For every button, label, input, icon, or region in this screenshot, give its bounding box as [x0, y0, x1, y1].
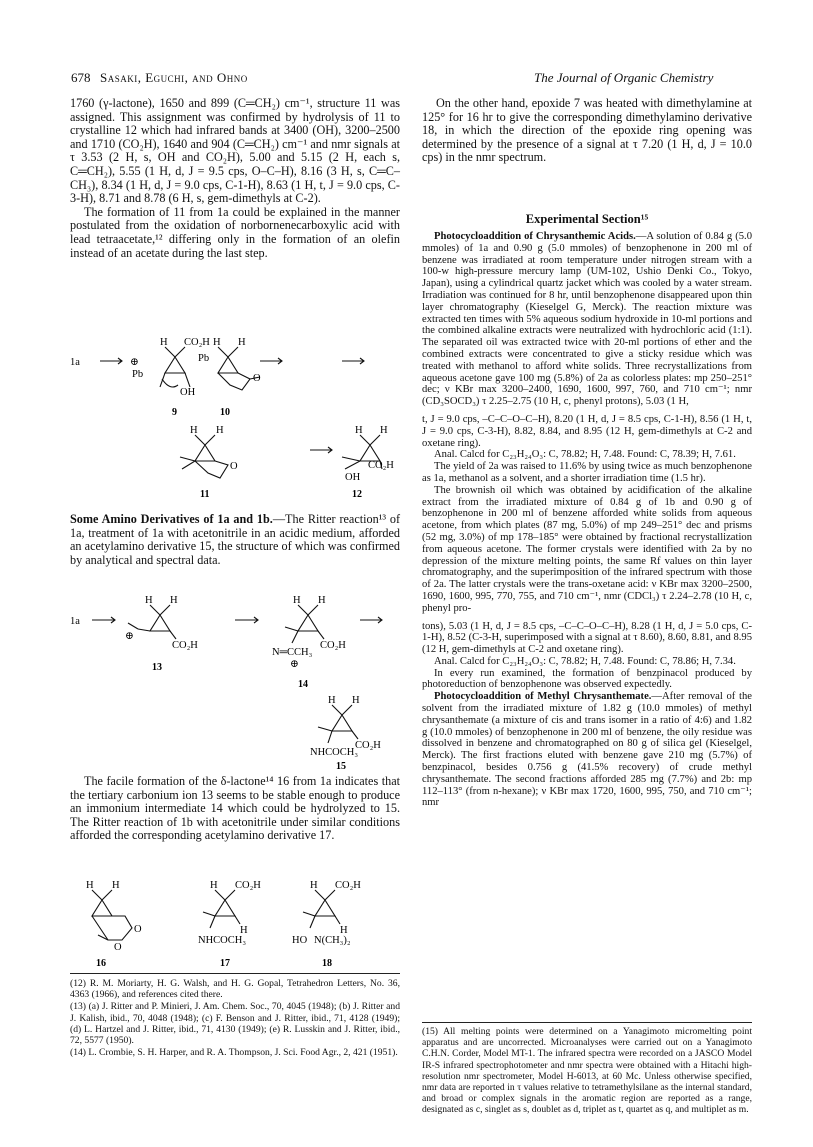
left-paragraph-1: 1760 (γ-lactone), 1650 and 899 (C═CH₂) cm⁻¹, structure 11 was assigned. This assignment was confirmed by hydrolysis of 11 to crystalline 12 which had infrared bands at 3400 (OH), 3200–2500 and 1710 (CO₂H), 1640 and 904 (C═CH₂) cm⁻¹ and nmr signals at τ 3.53 (2 H, s, OH and CO₂H), 5.00 and 5.15 (2 H, each s, C═CH₂), 5.55 (1 H, d, J = 9.5 cps, O–C–H), 8.16 (3 H, s, C═C–CH₃), 8.34 (1 H, d, J = 9.0 cps, C-1-H), 8.63 (1 H, t, J = 9.0 cps, C-3-H), 8.71 and 8.78 (6 H, s, gem-dimethyls at C-2).: [70, 96, 400, 206]
lactone-paragraph: The facile formation of the δ-lactone¹⁴ 16 from 1a indicates that the tertiary carbonium ion 13 seems to be stable enough to produce an immonium intermediate 14 which could be hydrolyzed to 15. The Ritter reaction of 1b with acetonitrile under similar conditions afforded the corresponding acetylamino derivative 17.: [70, 774, 400, 843]
atom-label: H: [328, 695, 336, 706]
atom-label: CO₂H: [368, 460, 394, 471]
journal-title: The Journal of Organic Chemistry: [534, 70, 714, 85]
left-footnote-rule: [70, 973, 400, 974]
atom-label: H: [190, 425, 198, 436]
right-footnote-rule: [422, 1022, 752, 1023]
footnote-13: (13) (a) J. Ritter and P. Minieri, J. Am. Chem. Soc., 70, 4045 (1948); (b) J. Ritter and J. Kalish, ibid., 70, 4048 (1948); (c) F. Benson and J. Ritter, ibid., 71, 4128 (1949); (d) L. Hartzel and J. Ritter, ibid., 71, 4130 (1949); (e) R. Lusskin and J. Ritter, ibid., 72, 5577 (1950).: [70, 1001, 400, 1047]
compound-9-label: 9: [172, 407, 177, 418]
compound-12-label: 12: [352, 489, 362, 500]
amino-heading: Some Amino Derivatives of 1a and 1b.: [70, 512, 273, 526]
right-column-top: [422, 97, 752, 165]
analysis-1: Anal. Calcd for C₂₃H₂₄O₃: C, 78.82; H, 7.48. Found: C, 78.39; H, 7.61.: [434, 449, 736, 461]
left-column-top: [70, 97, 400, 260]
experimental-paragraph-4: The brownish oil which was obtained by acidification of the alkaline extract from the irradiated mixture of 0.84 g of 1b and 0.90 g of benzophenone in 200 ml of benzene afforded white solids from aqueous acetone, from which plates (87 mg, 5.0%) of mp 249–251° dec and prisms (52 mg, 3.0%) of mp 178–185° were obtained by fractional recrystallization from aqueous acetone. The former crystals were identified with 2a by no depression of the mixture melting points, the same Rf values on thin layer chromatography, and the superimposition of the infrared spectrum with those of 2a. The latter crystals were the trans-oxetane acid: ν KBr max 3200–2500, 1690, 1600, 995, 770, 755, and 710 cm⁻¹, nmr (CDCl₃) τ 2.24–2.78 (10 H, c, phenyl pro-: [422, 484, 752, 614]
analysis-2: Anal. Calcd for C₂₃H₂₄O₃: C, 78.82; H, 7.48. Found: C, 78.86; H, 7.34.: [434, 655, 736, 667]
atom-label: HO: [292, 935, 308, 946]
atom-label: NHCOCH₃: [310, 747, 358, 758]
atom-label: H: [170, 595, 178, 606]
right-column-experimental: [422, 231, 752, 809]
atom-label: CO₂H: [320, 640, 346, 651]
atom-label: NHCOCH₃: [198, 935, 246, 946]
atom-label: CO₂H: [184, 337, 210, 348]
experimental-paragraph-5: tons), 5.03 (1 H, d, J = 8.5 cps, –C–C–O–C–H), 8.28 (1 H, d, J = 5.0 cps, C-1-H), 8.52 (C-3-H, superimposed with a signal at τ 8.60), 8.60, 8.81, and 8.95 (12 H, gem-dimethyls at C-2 and oxetane ring).: [422, 620, 752, 656]
footnote-12: (12) R. M. Moriarty, H. G. Walsh, and H. G. Gopal, Tetrahedron Letters, No. 36, 4363 (1966), and references cited there.: [70, 978, 400, 1001]
scheme2-start-label: 1a: [70, 616, 80, 627]
atom-label: H: [86, 880, 94, 891]
atom-label: H: [160, 337, 168, 348]
atom-label: H: [318, 595, 326, 606]
left-footnotes: [70, 978, 400, 1059]
atom-label: H: [352, 695, 360, 706]
amino-derivatives-paragraph: [70, 513, 400, 567]
atom-label: ⊕: [130, 357, 139, 368]
atom-label: H: [216, 425, 224, 436]
atom-label: H: [238, 337, 246, 348]
atom-label: H: [293, 595, 301, 606]
atom-label: H: [112, 880, 120, 891]
atom-label: H: [340, 925, 348, 936]
left-column-lower: [70, 775, 400, 843]
experimental-paragraph-3: The yield of 2a was raised to 11.6% by using twice as much benzophenone as 1a, methanol as a solvent, and a shorter irradiation time (1.5 hr).: [422, 461, 752, 484]
atom-label: Pb: [198, 353, 210, 364]
atom-label: H: [310, 880, 318, 891]
atom-label: Pb: [132, 369, 144, 380]
atom-label: N═CCH₃: [272, 647, 313, 658]
compound-13-label: 13: [152, 662, 162, 673]
amino-text: —The Ritter reaction¹³ of 1a, treatment of 1a with acetonitrile in an acidic medium, afforded an acetylamino derivative 15, the structure of which was confirmed by analytical and spectral data.: [70, 512, 400, 567]
scheme1-start-label: 1a: [70, 357, 80, 368]
atom-label: H: [145, 595, 153, 606]
atom-label: H: [355, 425, 363, 436]
scheme-3-structures: [70, 880, 400, 970]
atom-label: O: [114, 942, 122, 953]
atom-label: O: [230, 461, 238, 472]
exp-text-1: —A solution of 0.84 g (5.0 mmoles) of 1a and 0.90 g (5.0 mmoles) of benzophenone in 200 ml of benzene was irradiated at room temperature under nitrogen stream with a 100-w high-pressure mercury lamp (UM-102, Ushio Denki Co., Tokyo, Japan), using a cylindrical quartz jacket which was cooled by a water stream. Irradiation was continued for 8 hr, until benzophenone disappeared upon thin layer chromatography (Kieselgel G, Merck). The reaction mixture was extracted ten times with 5% aqueous sodium hydroxide in 10-ml portions and the combined alkaline extracts were neutralized with hydrochloric acid (1:1). The separated oil was extracted twice with 20-ml portions of ether and the combined extracts were concentrated to give a sticky residue which was treated with methanol to afford white solids. Three recrystallizations from aqueous acetone gave 100 mg (5.8%) of 2a as colorless plates: mp 250–251° dec; ν KBr max 3200–2400, 1690, 1600, 997, 760, and 710 cm⁻¹; nmr (CD₃SOCD₃) τ 2.25–2.75 (10 H, c, phenyl protons), 5.03 (1 H,: [422, 231, 752, 408]
atom-label: H: [240, 925, 248, 936]
atom-label: OH: [180, 387, 196, 398]
atom-label: OH: [345, 472, 361, 483]
exp-heading-1: Photocycloaddition of Chrysanthemic Acids.: [434, 231, 636, 242]
atom-label: O: [134, 924, 142, 935]
compound-10-label: 10: [220, 407, 230, 418]
scheme-2-structures: [70, 595, 400, 770]
scheme-1-structures: [70, 335, 400, 505]
compound-14-label: 14: [298, 679, 308, 690]
experimental-section-title: Experimental Section¹⁵: [525, 212, 649, 226]
footnote-15: (15) All melting points were determined on a Yanagimoto micromelting point apparatus and are uncorrected. Microanalyses were carried out on a Yanagimoto C.H.N. Corder, Model MT-1. The infrared spectra were recorded on a JASCO Model IR-S infrared spectrophotometer and nmr spectra were obtained with a Hitachi high-resolution nmr spectrometer, Model H-6013, at 60 Mc. Unless otherwise specified, nmr data are reported in τ values relative to tetramethylsilane as the internal standard, and broad or complex signals in the aromatic region are reported as a range, designated as c, singlet as s, doublet as d, triplet as t, quartet as q, and multiplet as m.: [422, 1026, 752, 1116]
experimental-paragraph-1: [422, 231, 752, 408]
atom-label: CO₂H: [172, 640, 198, 651]
experimental-paragraph-2: t, J = 9.0 cps, –C–C–O–C–H), 8.20 (1 H, d, J = 8.5 cps, C-1-H), 8.56 (1 H, t, J = 9.0 cps, C-3-H), 8.82, 8.84, and 8.95 (12 H, gem-dimethyls at C-2 and oxetane ring).: [422, 413, 752, 449]
atom-label: ⊕: [125, 631, 134, 642]
running-authors: Sasaki, Eguchi, and Ohno: [100, 70, 248, 85]
experimental-paragraph-7: [422, 691, 752, 809]
atom-label: H: [213, 337, 221, 348]
atom-label: O: [253, 373, 261, 384]
left-column-mid: [70, 513, 400, 567]
atom-label: H: [210, 880, 218, 891]
atom-label: CO₂H: [355, 740, 381, 751]
atom-label: H: [380, 425, 388, 436]
experimental-paragraph-6: In every run examined, the formation of benzpinacol produced by photoreduction of benzophenone was observed expectedly.: [422, 667, 752, 691]
atom-label: ⊕: [290, 659, 299, 670]
epoxide-paragraph: On the other hand, epoxide 7 was heated with dimethylamine at 125° for 16 hr to give the corresponding dimethylamino derivative 18, in which the direction of the epoxide ring opening was determined by the presence of a signal at τ 7.20 (1 H, d, J = 10.0 cps) in the nmr spectrum.: [422, 96, 752, 165]
compound-18-label: 18: [322, 958, 332, 969]
atom-label: CO₂H: [235, 880, 261, 891]
left-paragraph-2: The formation of 11 from 1a could be explained in the manner postulated from the oxidation of norbornenecarboxylic acid with lead tetraacetate,¹² differing only in the formation of an olefin instead of an acetate during the last step.: [70, 204, 400, 260]
exp-text-7: —After removal of the solvent from the irradiated mixture of 1.82 g (10.0 mmoles) of methyl chrysanthemate (a mixture of cis and trans isomer in a ratio of 4:6) and 1.82 g (10.0 mmoles) of benzophenone in 200 ml of benzene, the oily residue was dissolved in benzene and chromatographed on 80 g of silica gel (Kieselgel, Merck). The first fractions eluted with benzene gave 210 mg (5.7%) of benzpinacol, besides 0.756 g (41.5% recovery) of crude methyl chrysanthemate. The second fractions afforded 285 mg (7.7%) and 2b: mp 112–113° (from n-hexane); ν KBr max 1720, 1600, 995, 750, and 710 cm⁻¹; nmr: [422, 691, 752, 809]
compound-16-label: 16: [96, 958, 106, 969]
atom-label: N(CH₃)₂: [314, 935, 351, 946]
right-footnote: [422, 1026, 752, 1117]
exp-heading-7: Photocycloaddition of Methyl Chrysanthemate.: [434, 691, 652, 703]
page-number: 678: [71, 70, 91, 85]
footnote-14: (14) L. Crombie, S. H. Harper, and R. A. Thompson, J. Sci. Food Agr., 2, 421 (1951).: [70, 1047, 398, 1059]
atom-label: CO₂H: [335, 880, 361, 891]
compound-15-label: 15: [336, 761, 346, 770]
compound-17-label: 17: [220, 958, 230, 969]
compound-11-label: 11: [200, 489, 210, 500]
